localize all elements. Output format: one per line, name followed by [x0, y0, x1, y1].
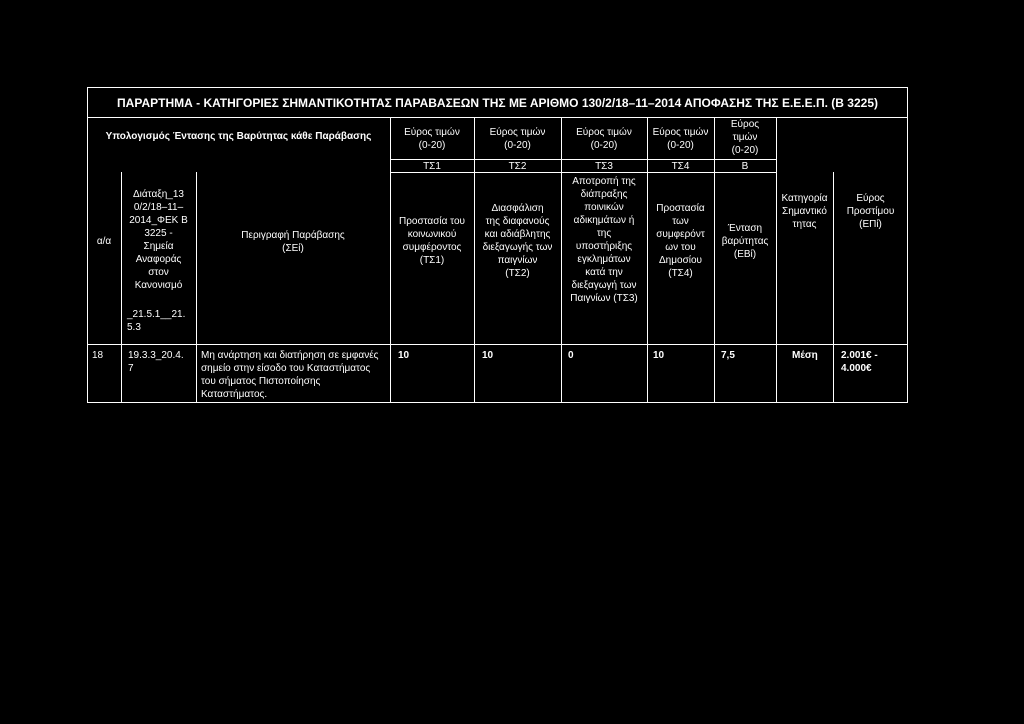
row-ts4: 10: [653, 350, 665, 361]
code-ts1: ΤΣ1: [423, 161, 441, 172]
page-title: ΠΑΡΑΡΤΗΜΑ - ΚΑΤΗΓΟΡΙΕΣ ΣΗΜΑΝΤΙΚΟΤΗΤΑΣ ΠΑΡΑΒΑΣΕΩΝ ΤΗΣ ΜΕ ΑΡΙΘΜΟ 130/2/18–11–2014 ΑΠΟΦΑΣΗΣ ΤΗΣ Ε.Ε.Ε.Π. (Β 3225): [117, 96, 878, 110]
col-ts3-header: Αποτροπή της διάπραξης ποινικών αδικημάτων ή της υποστήριξης εγκλημάτων κατά την διεξαγωγή των Παιγνίων (ΤΣ3): [570, 176, 638, 304]
row-ts1: 10: [398, 350, 410, 361]
col-intensity-header: Ένταση βαρύτητας (ΕΒί): [721, 223, 769, 260]
row-category: Μέση: [792, 350, 818, 361]
grid-line: [776, 117, 777, 403]
col-ts2-header: Διασφάλιση της διαφανούς και αδιάβλητης διεξαγωγής των παιγνίων (ΤΣ2): [482, 203, 553, 279]
range-header-b: Εύρος τιμών (0-20): [730, 119, 760, 156]
col-aa-header: α/α: [96, 236, 112, 247]
row-fine: 2.001€ - 4.000€: [841, 350, 878, 374]
row-intensity: 7,5: [721, 350, 735, 361]
col-ts1-header: Προστασία του κοινωνικού συμφέροντος (ΤΣ1): [398, 216, 466, 266]
range-header-ts1: Εύρος τιμών (0-20): [404, 127, 460, 151]
grid-line: [87, 117, 908, 118]
col-category-header: Κατηγορία Σημαντικό τητας: [781, 193, 828, 230]
row-description: Μη ανάρτηση και διατήρηση σε εμφανές σημείο στην είσοδο του Καταστήματος του σήματος Πιστοποίησης Καταστήματος.: [201, 350, 379, 400]
row-article: 19.3.3_20.4. 7: [128, 350, 184, 374]
grid-line: [87, 344, 908, 345]
range-header-ts3: Εύρος τιμών (0-20): [576, 127, 632, 151]
grid-line: [196, 172, 197, 403]
code-ts3: ΤΣ3: [595, 161, 613, 172]
range-header-ts2: Εύρος τιμών (0-20): [489, 127, 546, 151]
code-ts2: ΤΣ2: [508, 161, 527, 172]
row-ts3: 0: [568, 350, 574, 361]
row-ts2: 10: [482, 350, 494, 361]
row-aa: 18: [92, 350, 104, 361]
range-header-ts4: Εύρος τιμών (0-20): [652, 127, 709, 151]
col-description-header: Περιγραφή Παράβασης (ΣΕί): [241, 230, 345, 254]
col-article-ref: _21.5.1__21. 5.3: [127, 309, 186, 333]
code-b: Β: [741, 161, 749, 172]
col-fine-header: Εύρος Προστίμου (ΕΠί): [846, 193, 895, 230]
col-ts4-header: Προστασία των συμφερόντ ων του Δημοσίου (ΤΣ4): [656, 203, 705, 279]
col-article-header: Διάταξη_13 0/2/18–11– 2014_ΦΕΚ Β 3225 - Σημεία Αναφοράς στον Κανονισμό: [129, 189, 188, 291]
code-ts4: ΤΣ4: [671, 161, 690, 172]
calc-label: Υπολογισμός Έντασης της Βαρύτητας κάθε Παράβασης: [105, 131, 372, 142]
